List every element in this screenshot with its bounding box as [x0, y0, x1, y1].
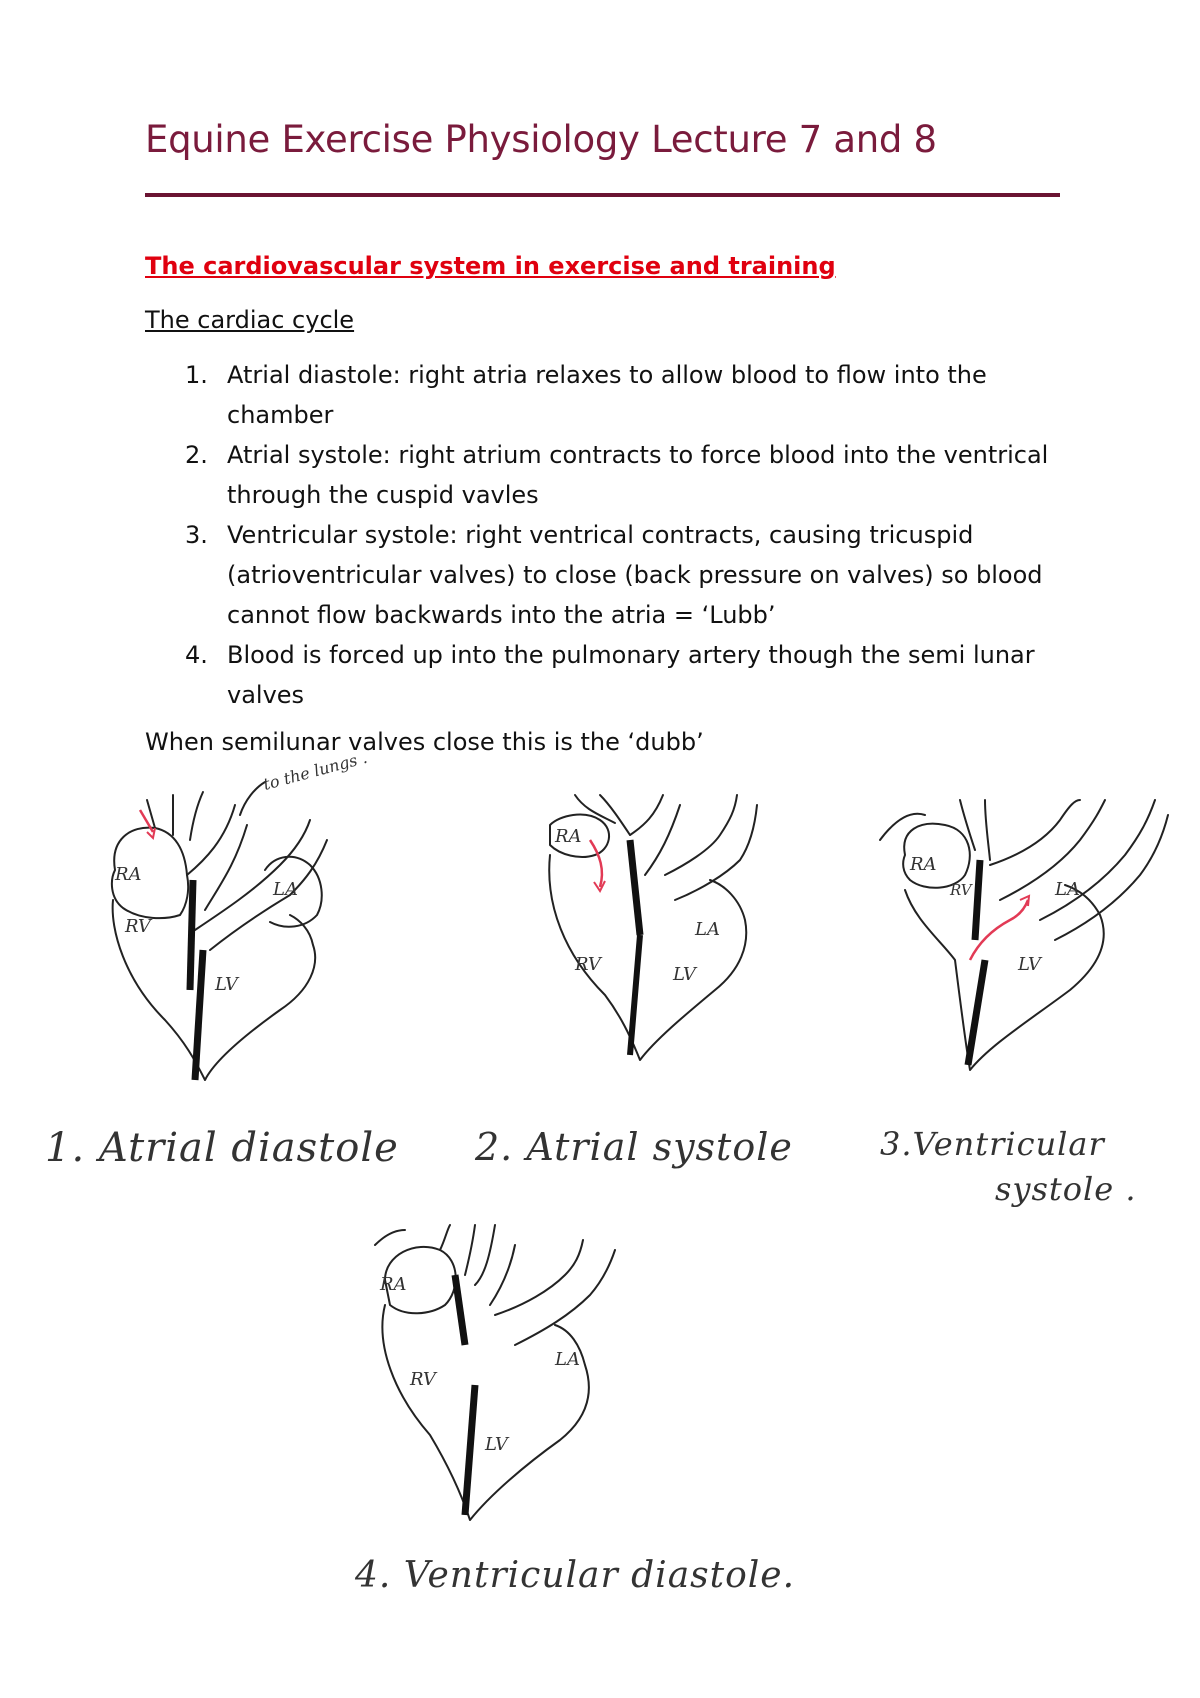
label-lv: LV [1018, 954, 1041, 975]
cardiac-cycle-list [145, 355, 1065, 715]
label-lv: LV [215, 974, 238, 995]
label-lv: LV [485, 1434, 508, 1455]
label-rv: RV [575, 954, 601, 975]
label-la: LA [555, 1349, 580, 1370]
list-number: 3. [185, 521, 208, 549]
list-item [145, 515, 1065, 635]
label-rv: RV [410, 1369, 436, 1390]
list-text: Blood is forced up into the pulmonary artery though the semi lunar valves [227, 641, 1035, 709]
label-la: LA [273, 879, 298, 900]
heart-diagram-ventricular-systole [880, 800, 1180, 1090]
list-text: Ventricular systole: right ventrical contracts, causing tricuspid (atrioventricular valves) to close (back pressure on valves) so blood cannot flow backwards into the atria = ‘Lubb’ [227, 521, 1043, 629]
heart-diagram-atrial-diastole [95, 747, 385, 1100]
label-lv: LV [673, 964, 696, 985]
label-rv: RV [125, 916, 151, 937]
label-la: LA [1055, 879, 1080, 900]
caption-atrial-diastole: 1. Atrial diastole [45, 1125, 399, 1171]
document-title: Equine Exercise Physiology Lecture 7 and 8 [145, 118, 937, 161]
list-item [145, 435, 1065, 515]
list-number: 4. [185, 641, 208, 669]
label-ra: RA [115, 864, 142, 885]
sub-heading: The cardiac cycle [145, 306, 355, 334]
section-heading: The cardiovascular system in exercise and training [145, 252, 836, 280]
label-ra: RA [910, 854, 937, 875]
label-ra: RA [555, 826, 582, 847]
list-text: Atrial diastole: right atria relaxes to allow blood to flow into the chamber [227, 361, 987, 429]
annotation-to-the-lungs: to the lungs . [261, 747, 370, 794]
closing-text: When semilunar valves close this is the ‘dubb’ [145, 728, 704, 756]
list-item [145, 355, 1065, 435]
heart-diagram-atrial-systole [545, 795, 785, 1095]
caption-ventricular-systole-line1: 3.Ventricular [880, 1125, 1105, 1163]
list-number: 1. [185, 361, 208, 389]
label-rv: RV [950, 881, 972, 899]
caption-ventricular-systole-line2: systole . [995, 1170, 1137, 1208]
label-ra: RA [380, 1274, 407, 1295]
caption-atrial-systole: 2. Atrial systole [475, 1125, 793, 1169]
title-rule [145, 193, 1060, 197]
list-number: 2. [185, 441, 208, 469]
heart-diagram-ventricular-diastole [375, 1235, 655, 1545]
caption-ventricular-diastole: 4. Ventricular diastole. [355, 1555, 796, 1596]
label-la: LA [695, 919, 720, 940]
list-item [145, 635, 1065, 715]
list-text: Atrial systole: right atrium contracts to force blood into the ventrical through the cuspid vavles [227, 441, 1049, 509]
